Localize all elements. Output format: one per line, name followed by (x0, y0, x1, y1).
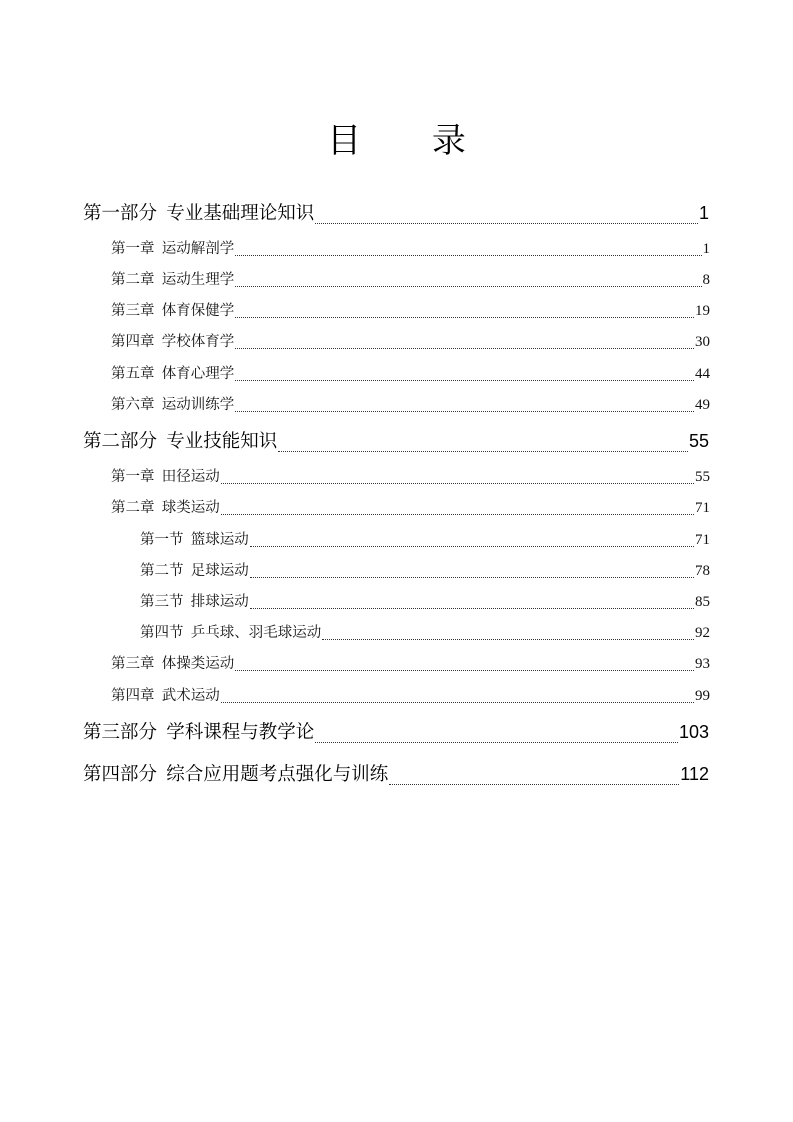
toc-entry-label: 第三节 排球运动 (140, 594, 249, 610)
toc-page-number: 55 (695, 469, 710, 485)
toc-chapter[interactable] (111, 685, 710, 707)
toc-entry-label: 第一章 运动解剖学 (111, 241, 235, 257)
dot-leader (322, 639, 694, 640)
toc-entry-label: 第二节 足球运动 (140, 563, 249, 579)
toc-page-number: 112 (680, 764, 709, 784)
toc-page-number: 49 (695, 397, 710, 413)
toc-entry-label: 第四章 学校体育学 (111, 334, 235, 350)
toc-entry-label: 第四节 乒乓球、羽毛球运动 (140, 625, 322, 641)
toc-entry-label: 第四部分 综合应用题考点强化与训练 (83, 764, 389, 785)
toc-chapter[interactable] (111, 331, 710, 353)
toc-section[interactable] (140, 591, 710, 613)
toc-page-number: 99 (695, 688, 710, 704)
dot-leader (315, 223, 698, 224)
toc-entry-label: 第六章 运动训练学 (111, 397, 235, 413)
dot-leader (235, 286, 701, 287)
toc-page-number: 44 (695, 366, 710, 382)
dot-leader (250, 577, 694, 578)
toc-page-number: 85 (695, 594, 710, 610)
toc-chapter[interactable] (111, 238, 710, 260)
toc-section[interactable] (140, 622, 710, 644)
toc-chapter[interactable] (111, 300, 710, 322)
dot-leader (235, 670, 694, 671)
toc-chapter[interactable] (111, 269, 710, 291)
dot-leader (250, 546, 694, 547)
toc-entry-label: 第三部分 学科课程与教学论 (83, 722, 315, 743)
toc-entry-label: 第四章 武术运动 (111, 688, 220, 704)
toc-entry-label: 第一章 田径运动 (111, 469, 220, 485)
toc-chapter[interactable] (111, 394, 710, 416)
toc-page-number: 1 (698, 203, 709, 223)
toc-page-number: 1 (702, 241, 710, 257)
toc-part-3[interactable] (83, 717, 709, 747)
toc-page-number: 71 (695, 500, 710, 516)
dot-leader (278, 451, 688, 452)
dot-leader (315, 742, 678, 743)
toc-entry-label: 第三章 体育保健学 (111, 303, 235, 319)
toc-entry-label: 第三章 体操类运动 (111, 656, 235, 672)
toc-entry-label: 第一部分 专业基础理论知识 (83, 203, 315, 224)
toc-entry-label: 第二章 运动生理学 (111, 272, 235, 288)
toc-entry-label: 第二章 球类运动 (111, 500, 220, 516)
dot-leader (235, 255, 701, 256)
toc-section[interactable] (140, 529, 710, 551)
toc-page-number: 78 (695, 563, 710, 579)
dot-leader (235, 317, 694, 318)
dot-leader (221, 702, 694, 703)
dot-leader (250, 608, 694, 609)
dot-leader (221, 514, 694, 515)
toc-page-number: 55 (688, 431, 709, 451)
toc-page-number: 71 (695, 532, 710, 548)
toc-part-4[interactable] (83, 759, 709, 789)
dot-leader (235, 348, 694, 349)
toc-page-number: 8 (702, 272, 710, 288)
toc-page-number: 92 (695, 625, 710, 641)
toc-page-number: 93 (695, 656, 710, 672)
toc-part-2[interactable] (83, 426, 709, 456)
toc-chapter[interactable] (111, 653, 710, 675)
toc-chapter[interactable] (111, 466, 710, 488)
toc-chapter[interactable] (111, 363, 710, 385)
document-title: 目 录 (327, 121, 496, 161)
toc-page-number: 103 (678, 722, 709, 742)
toc-entry-label: 第一节 篮球运动 (140, 532, 249, 548)
dot-leader (235, 380, 694, 381)
toc-entry-label: 第二部分 专业技能知识 (83, 431, 278, 452)
toc-part-1[interactable] (83, 198, 709, 228)
dot-leader (221, 483, 694, 484)
toc-page-number: 30 (695, 334, 710, 350)
toc-chapter[interactable] (111, 497, 710, 519)
dot-leader (235, 411, 694, 412)
toc-section[interactable] (140, 560, 710, 582)
toc-entry-label: 第五章 体育心理学 (111, 366, 235, 382)
toc-page-number: 19 (695, 303, 710, 319)
dot-leader (389, 784, 679, 785)
